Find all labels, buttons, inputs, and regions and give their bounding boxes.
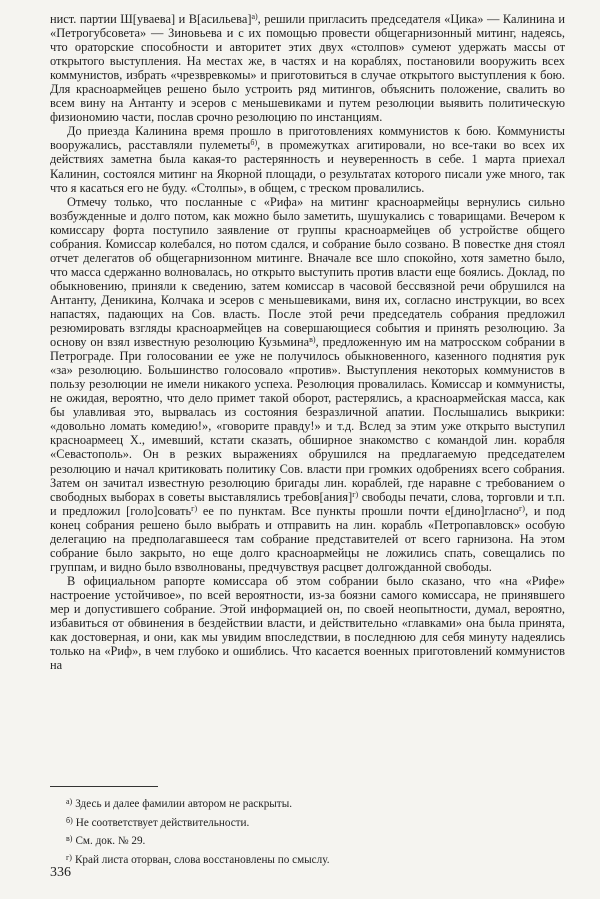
footnote: $^{в)}$ См. док. № 29.: [66, 834, 146, 848]
footnote: $^{а)}$ Здесь и далее фамилии автором не раскрыты.: [66, 797, 293, 810]
paragraph-4: В официальном рапорте комиссара об этом собрании было сказано, что «на «Рифе» настроение устойчивое», по всей вероятности, из-за боязни самого комиссара, не принявшего мер и допустившего собрание. Этой информацией он, по своей неопытности, думал, вероятно, избавиться от обвинения в бездействии власти, и действительно «главками» она была принята, как достоверная, и они, как мы увидим впоследствии, в последнюю для себя минуту надеялись только на «Риф», в чем глубоко и ошиблись. Что касается военных приготовлений коммунистов на: [50, 573, 565, 673]
footnote: $^{б)}$ Не соответствует действительности.: [66, 815, 250, 829]
paragraph-3: Отмечу только, что посланные с «Рифа» на митинг красноармейцы вернулись сильно возбужденные и долго потом, как можно было заметить, шушукались с товарищами. Вечером к комиссару форта поступило заявление от группы красноармейцев об устройстве общего собрания. Комиссар колебался, но потом сдался, и собрание было созвано. В повестке дня стоял отчет делегатов об общегарнизонном митинге. Вначале все шло спокойно, хотя заметно было, что масса сдержанно волновалась, но открыто выступить против власти еще боялись. Доклад, по обыкновению, приняли к сведению, затем комиссар в часовой бессвязной речи обрушился на Антанту, Деникина, Колчака и эсеров с меньшевиками, виня их, согласно инструкции, во всех напастях, падающих на Сов. власть. После этой речи председатель собрания предложил резюмировать взгляды красноармейцев на совершающиеся события и принять резолюцию. За основу он взял известную резолюцию Кузьмина$^{в)}$, предложенную им на матросском собрании в Петрограде. При голосовании ее уже не получилось обыкновенного, казенного поднятия рук «за» резолюцию. Большинство голосовало «против». Выступления некоторых коммунистов в пользу резолюции не имели никакого успеха. Резолюция провалилась. Комиссар и коммунисты, не ожидая, вероятно, что дело примет такой оборот, растерялись, а красноармейская масса, как бы улавливая это, вырвалась из состояния безразличной апатии. Послышались выкрики: «довольно ломать комедию!», «говорите правду!» и т.д. Вслед за этим уже открыто выступил красноармеец Х., имевший, кстати сказать, обширное знакомство с командой лин. корабля «Севастополь». Он в резких выражениях обрушился на предлагаемую председателем резолюцию и начал критиковать политику Сов. власти при громких одобрениях всего собрания. Затем он зачитал известную резолюцию бригады лин. кораблей, где наравне с требованием о свободных выборах в советы выставлялись требов[ания]$^{г)}$ свободы печати, слова, торговли и т.п. и предложил [голо]совать$^{г)}$ ее по пунктам. Все пункты прошли почти е[дино]гласно$^{г)}$, и под конец собрания решено было выбрать и отправить на лин. корабль «Петропавловск» особую делегацию на предполагавшееся там собрание представителей от всего гарнизона. На этом собрание было закрыто, но еще долго красноармейцы не ложились спать, совещались по группам, и видно было взволнованы, предчувствуя расцвет долгожданной свободы.: [50, 194, 566, 574]
paragraph-2: До приезда Калинина время прошло в приготовлениях коммунистов к бою. Коммунисты вооружались, расставляли пулеметы$^{б)}$, в промежутках агитировали, но все-таки во всех их действиях заметна была какая-то растерянность и неуверенность в себе. 1 марта приехал Калинин, состоялся митинг на Якорной площади, о результатах которого писали уже много, так что я касаться его не буду. «Столпы», в общем, с треском провалились.: [50, 124, 565, 195]
footnote: $^{г)}$ Край листа оторван, слова восстановлены по смыслу.: [66, 853, 330, 867]
body-text: [50, 12, 565, 672]
footnotes: [50, 794, 565, 869]
page-number: 336: [50, 865, 71, 880]
footnote-divider: [50, 786, 158, 787]
paragraph-1: нист. партии Ш[уваева] и В[асильева]$^{а)}$, решили пригласить председателя «Цика» — Калинина и «Петрогубсовета» — Зиновьева и с их помощью провести общегарнизонный митинг, надеясь, что ораторские способности и авторитет этих двух «столпов» сумеют удержать массы от открытого выступления. На местах же, в частях и на кораблях, постановили вооружить всех коммунистов, избрать «чрезвревкомы» и приготовиться в случае открытого выступления к бою. Для красноармейцев решено было устроить ряд митингов, объяснить положение, свалить во всем вину на Антанту и эсеров с меньшевиками и путем резолюции выявить политическую физиономию части, послав срочно резолюцию по инстанциям.: [50, 12, 565, 125]
